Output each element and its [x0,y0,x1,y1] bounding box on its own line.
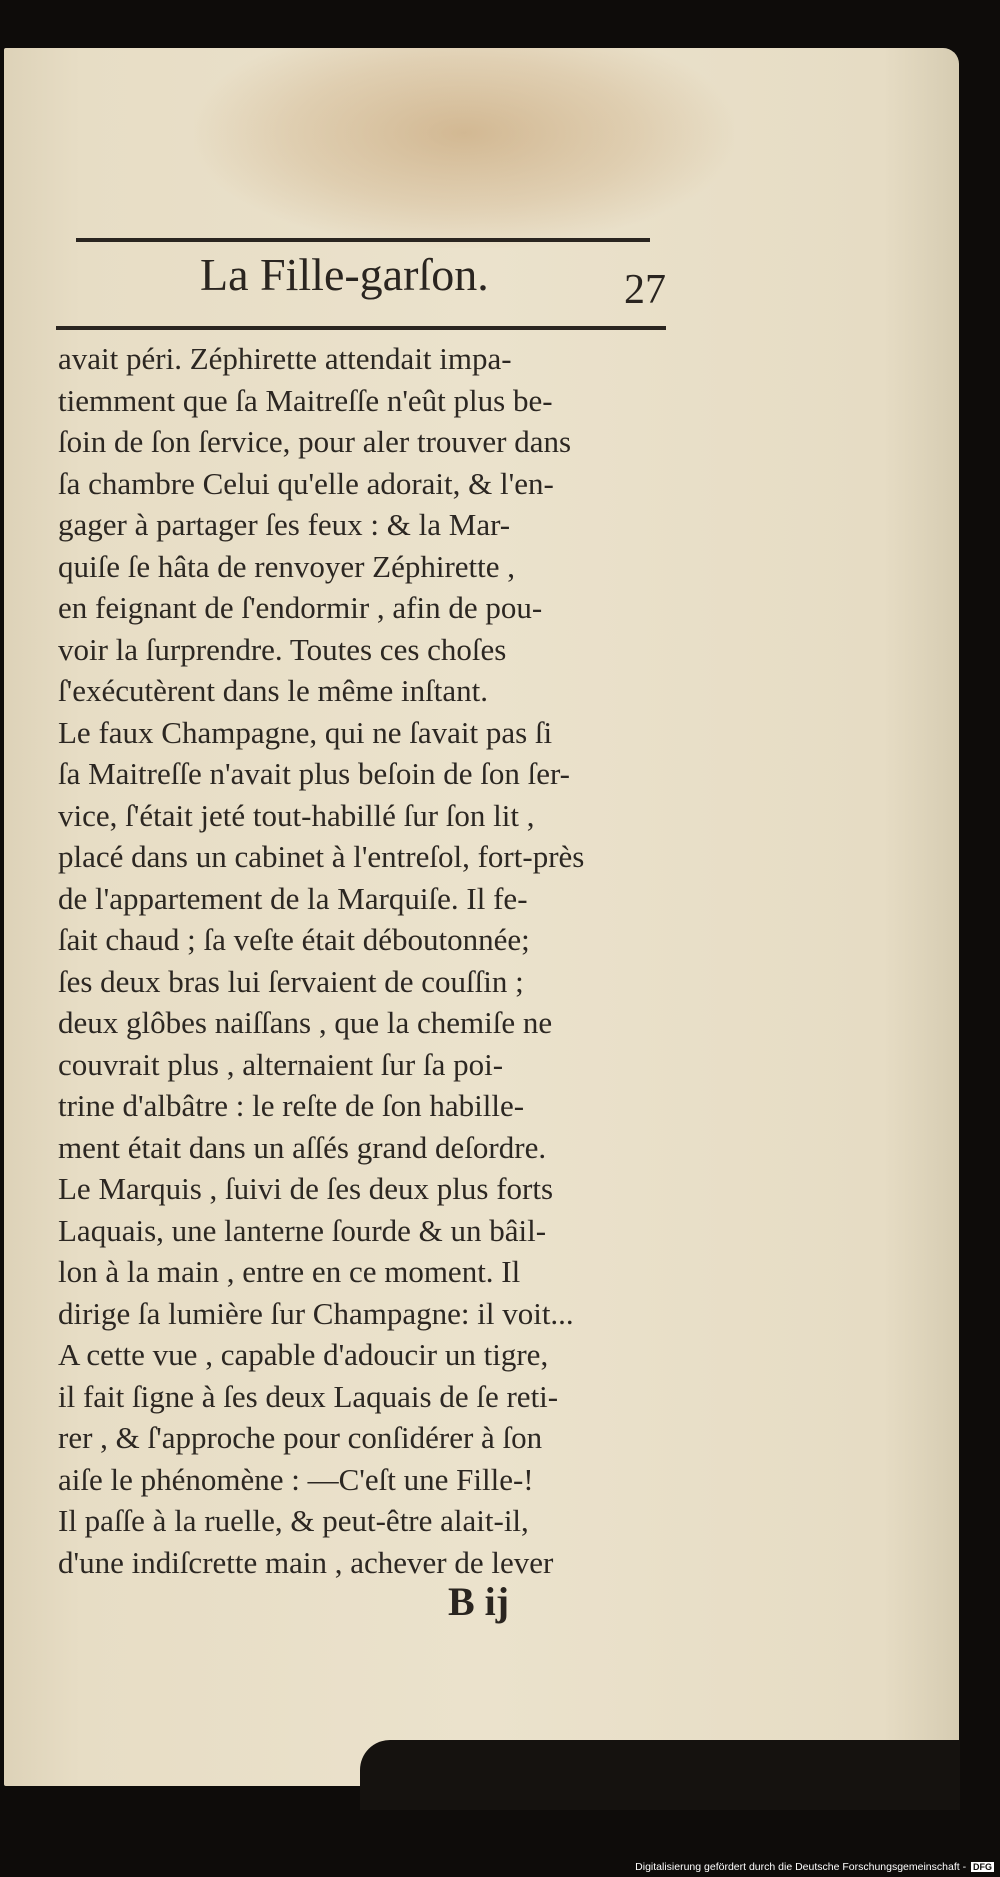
text-line: en feignant de ſ'endormir , afin de pou- [58,590,543,625]
text-line: quiſe ſe hâta de renvoyer Zéphirette , [58,548,516,584]
torn-page-edge [360,1740,960,1810]
text-line: tiemment que ſa Maitreſſe n'eût plus be- [58,382,553,418]
text-line: ſes deux bras lui ſervaient de couſſin ; [58,963,524,999]
page-number: 27 [624,267,666,313]
text-line: A cette vue , capable d'adoucir un tigre, [58,1337,549,1372]
text-line: voir la ſurprendre. Toutes ces choſes [58,631,507,667]
text-line: il fait ſigne à ſes deux Laquais de ſe reti- [58,1378,559,1414]
text-line: de l'appartement de la Marquiſe. Il fe- [58,880,528,916]
text-line: Laquais, une lanterne ſourde & un bâil- [58,1212,547,1248]
book-page [4,48,959,1786]
text-line: rer , & ſ'approche pour conſidérer à ſon [58,1420,543,1455]
signature-mark: B ij [448,1579,510,1624]
text-line: ſ'exécutèrent dans le même inſtant. [58,673,488,708]
text-line: lon à la main , entre en ce moment. Il [58,1254,521,1289]
header-rule-top [76,238,650,242]
water-stain [194,48,734,248]
text-line: avait péri. Zéphirette attendait impa- [58,341,512,376]
text-line: couvrait plus , alternaient ſur ſa poi- [58,1046,504,1082]
text-line: vice, ſ'était jeté tout-habillé ſur ſon lit , [58,797,535,833]
header-rule-bottom [56,326,666,330]
text-line: placé dans un cabinet à l'entreſol, fort-près [58,839,585,874]
digitization-credit [635,1861,994,1873]
text-line: aiſe le phénomène : —C'eſt une Fille-! [58,1461,534,1497]
credit-text: Digitalisierung gefördert durch die Deutsche Forschungsgemeinschaft - [635,1861,967,1873]
text-line: d'une indiſcrette main , achever de lever [58,1544,554,1580]
running-title: La Fille-garſon. [200,249,489,300]
text-line: gager à partager ſes feux : & la Mar- [58,507,511,542]
text-line: ſa chambre Celui qu'elle adorait, & l'en- [58,465,554,501]
text-line: Le faux Champagne, qui ne ſavait pas ſi [58,714,553,750]
text-line: ment était dans un aſſés grand deſordre. [58,1129,547,1165]
text-line: Il paſſe à la ruelle, & peut-être alait-il, [58,1503,529,1538]
text-line: trine d'albâtre : le reſte de ſon habille- [58,1088,525,1123]
text-line: ſoin de ſon ſervice, pour aler trouver dans [58,424,572,459]
text-line: Le Marquis , ſuivi de ſes deux plus forts [58,1171,554,1206]
text-line: ſa Maitreſſe n'avait plus beſoin de ſon ſer- [58,756,570,791]
text-line: ſait chaud ; ſa veſte était déboutonnée; [58,922,530,957]
text-line: dirige ſa lumière ſur Champagne: il voit... [58,1295,574,1331]
body-text [58,338,678,1583]
text-line: deux glôbes naiſſans , que la chemiſe ne [58,1005,553,1040]
dfg-logo: DFG [973,1862,992,1872]
